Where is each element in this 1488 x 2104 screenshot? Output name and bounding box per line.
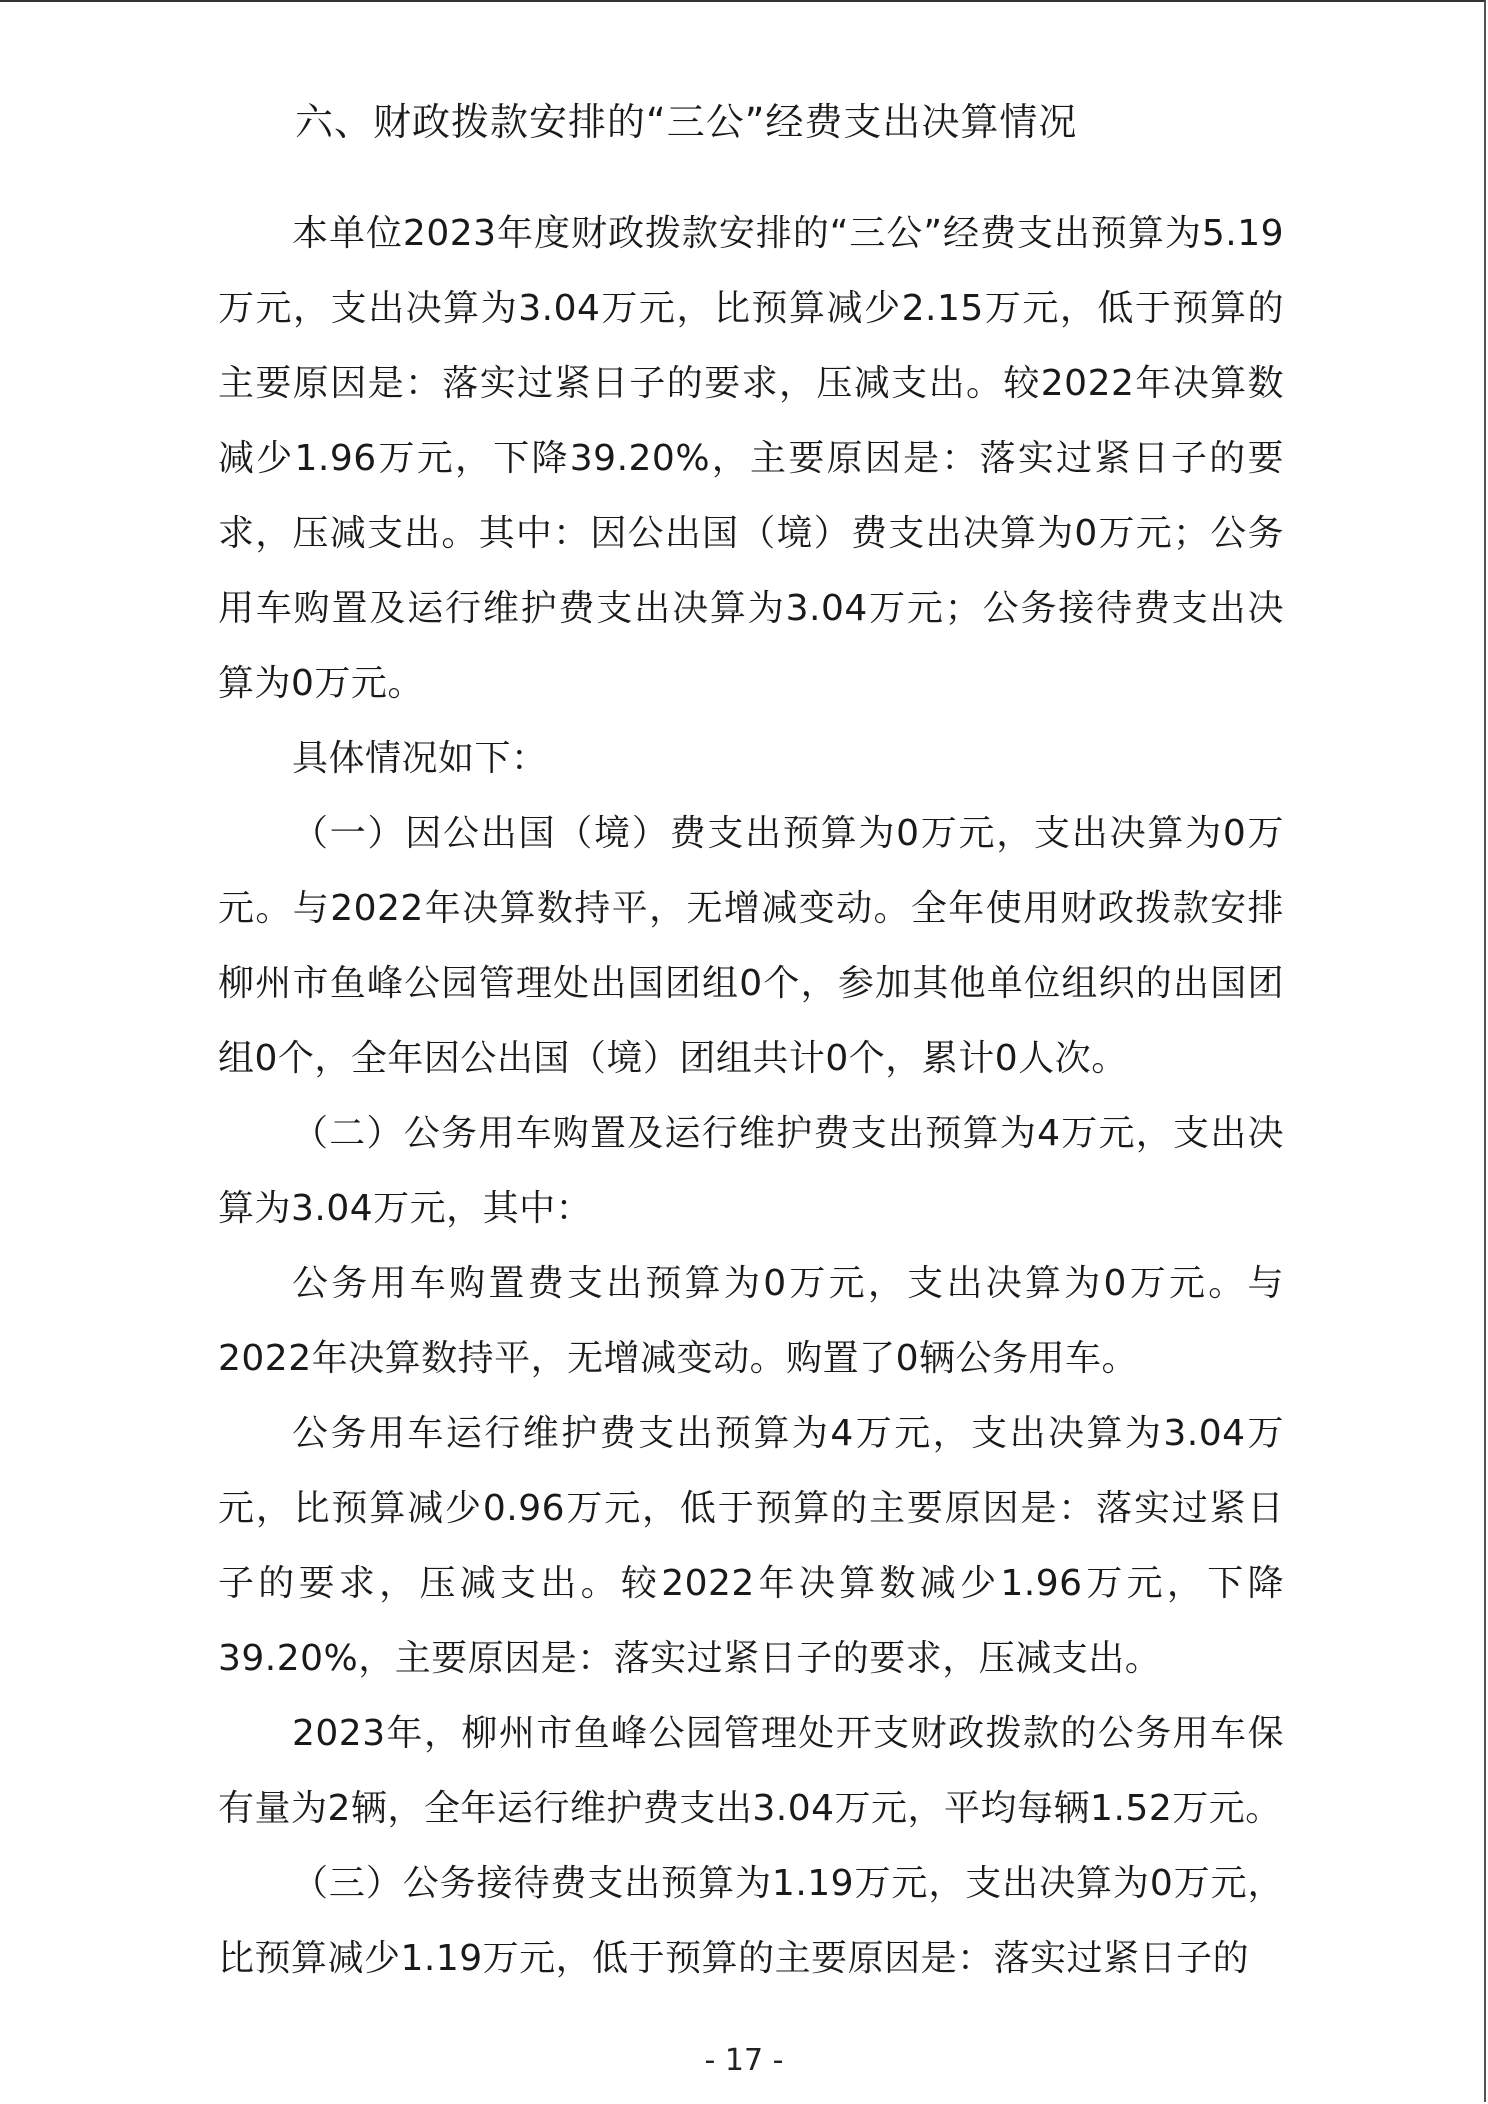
paragraph-overseas-travel: （一）因公出国（境）费支出预算为0万元，支出决算为0万元。与2022年决算数持平，无增减变动。全年使用财政拨款安排柳州市鱼峰公园管理处出国团组0个，参加其他单位组织的出国团组0个，全年因公出国（境）团组共计0个，累计0人次。 xyxy=(218,813,1284,1079)
paragraph-vehicle-total: （二）公务用车购置及运行维护费支出预算为4万元，支出决算为3.04万元，其中： xyxy=(218,1113,1284,1229)
paragraph-vehicle-purchase: 公务用车购置费支出预算为0万元，支出决算为0万元。与2022年决算数持平，无增减变动。购置了0辆公务用车。 xyxy=(218,1263,1284,1379)
paragraph-vehicle-count: 2023年，柳州市鱼峰公园管理处开支财政拨款的公务用车保有量为2辆，全年运行维护费支出3.04万元，平均每辆1.52万元。 xyxy=(218,1713,1284,1829)
paragraph-vehicle-operation: 公务用车运行维护费支出预算为4万元，支出决算为3.04万元，比预算减少0.96万元，低于预算的主要原因是：落实过紧日子的要求，压减支出。较2022年决算数减少1.96万元，下降39.20%，主要原因是：落实过紧日子的要求，压减支出。 xyxy=(218,1413,1284,1679)
section-heading: 六、财政拨款安排的“三公”经费支出决算情况 xyxy=(295,100,1078,144)
page-number: - 17 - xyxy=(704,2043,784,2078)
paragraph-intro: 具体情况如下： xyxy=(292,738,548,779)
paragraph-summary: 本单位2023年度财政拨款安排的“三公”经费支出预算为5.19万元，支出决算为3.04万元，比预算减少2.15万元，低于预算的主要原因是：落实过紧日子的要求，压减支出。较2022年决算数减少1.96万元，下降39.20%，主要原因是：落实过紧日子的要求，压减支出。其中：因公出国（境）费支出决算为0万元；公务用车购置及运行维护费支出决算为3.04万元；公务接待费支出决算为0万元。 xyxy=(218,213,1284,704)
paragraph-reception: （三）公务接待费支出预算为1.19万元，支出决算为0万元，比预算减少1.19万元，低于预算的主要原因是：落实过紧日子的 xyxy=(218,1863,1284,1979)
